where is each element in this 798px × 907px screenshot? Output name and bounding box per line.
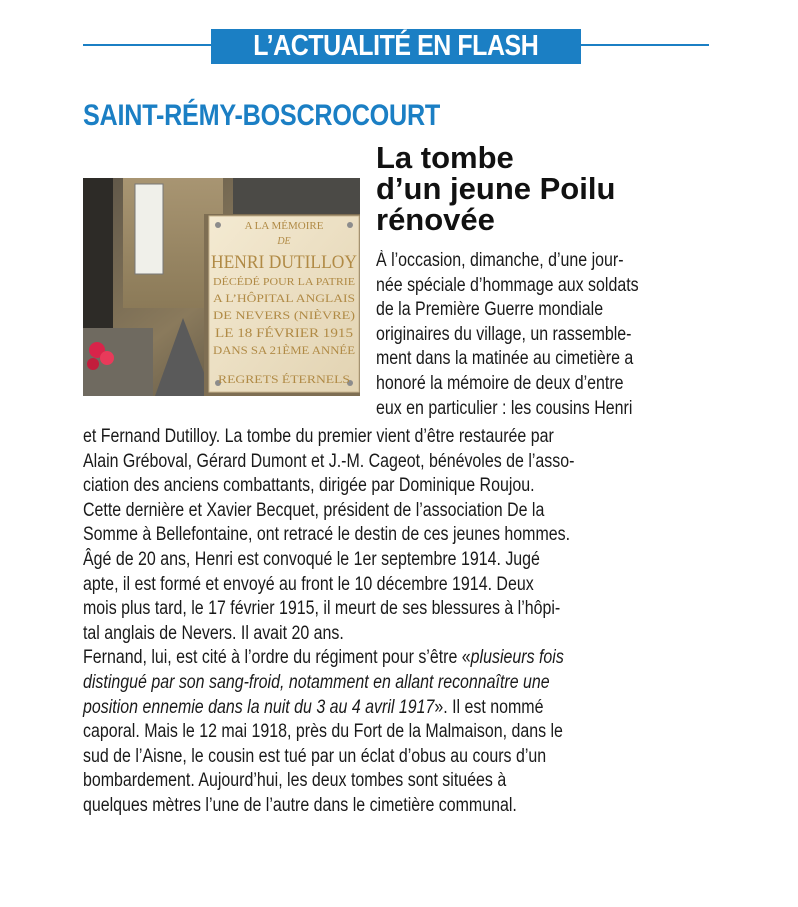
grave-plaque-image: [83, 178, 360, 396]
headline-line-2: d’un jeune Poilu: [376, 171, 616, 206]
body-line: À l’occasion, dimanche, d’une jour-: [376, 250, 624, 271]
body-line: tal anglais de Nevers. Il avait 20 ans.: [83, 622, 344, 644]
headline-line-1: La tombe: [376, 140, 514, 175]
headline-line-3: rénovée: [376, 202, 495, 237]
plaque-line-8: DANS SA 21ÈME ANNÉE: [213, 343, 355, 357]
quote-text-1: plusieurs fois: [470, 647, 564, 669]
quote-line: [83, 696, 543, 721]
body-line: originaires du village, un rassemble-: [376, 323, 632, 345]
place-heading-text: SAINT-RÉMY-BOSCROCOURT: [83, 99, 441, 132]
body-line: ciation des anciens combattants, dirigée par Dominique Roujou.: [83, 475, 535, 497]
banner-rule-right: [581, 44, 709, 46]
body-line: caporal. Mais le 12 mai 1918, près du Fort de la Malmaison, dans le: [83, 721, 563, 743]
body-line: sud de l’Aisne, le cousin est tué par un éclat d’obus au cours d’un: [83, 745, 547, 767]
section-banner-title: L’ACTUALITÉ EN FLASH: [253, 30, 539, 62]
plaque-line-5: A L’HÔPITAL ANGLAIS: [213, 291, 355, 305]
plaque-line-1: A LA MÉMOIRE: [244, 220, 324, 232]
body-line: quelques mètres l’une de l’autre dans le cimetière communal.: [83, 794, 517, 816]
grave-photo: [83, 178, 360, 396]
body-line: eux en particulier : les cousins Henri: [376, 397, 633, 419]
body-line: et Fernand Dutilloy. La tombe du premier vient d’être restaurée par: [83, 426, 554, 447]
body-line: ment dans la matinée au cimetière a: [376, 348, 634, 370]
quote-text-3: position ennemie dans la nuit du 3 au 4 avril 1917: [83, 696, 435, 718]
article-body-right-column: [376, 249, 689, 421]
body-line: apte, il est formé et envoyé au front le 10 décembre 1914. Deux: [83, 573, 534, 595]
body-line: née spéciale d’hommage aux soldats: [376, 274, 639, 296]
quote-intro: Fernand, lui, est cité à l’ordre du régiment pour s’être «: [83, 647, 471, 669]
body-line: de la Première Guerre mondiale: [376, 299, 604, 321]
quote-line: [83, 646, 564, 671]
body-line: Somme à Bellefontaine, ont retracé le destin de ces jeunes hommes.: [83, 524, 571, 546]
plaque-line-3: HENRI DUTILLOY: [211, 252, 358, 273]
plaque-line-7: LE 18 FÉVRIER 1915: [215, 325, 353, 340]
plaque-line-2: DE: [277, 236, 291, 247]
body-line: Âgé de 20 ans, Henri est convoqué le 1er septembre 1914. Jugé: [83, 548, 540, 570]
quote-line: [83, 671, 550, 696]
plaque-line-4: DÉCÉDÉ POUR LA PATRIE: [213, 276, 356, 288]
plaque-line-6: DE NEVERS (NIÈVRE): [213, 308, 355, 322]
section-banner: [211, 29, 581, 64]
body-line: Cette dernière et Xavier Becquet, président de l’association De la: [83, 499, 545, 521]
article-body-full-width: [83, 425, 668, 819]
body-line: mois plus tard, le 17 février 1915, il meurt de ses blessures à l’hôpi-: [83, 598, 561, 620]
quote-end: ». Il est nommé: [434, 696, 544, 718]
quote-text-2: distingué par son sang-froid, notamment en allant reconnaître une: [83, 671, 550, 693]
banner-rule-left: [83, 44, 211, 46]
article-headline: [376, 142, 716, 235]
body-line: Alain Gréboval, Gérard Dumont et J.-M. Cageot, bénévoles de l’asso-: [83, 450, 575, 472]
body-line: bombardement. Aujourd’hui, les deux tombes sont situées à: [83, 770, 507, 792]
place-heading: [83, 96, 583, 136]
body-line: honoré la mémoire de deux d’entre: [376, 372, 624, 394]
plaque-line-9: REGRETS ÉTERNELS: [218, 372, 350, 386]
